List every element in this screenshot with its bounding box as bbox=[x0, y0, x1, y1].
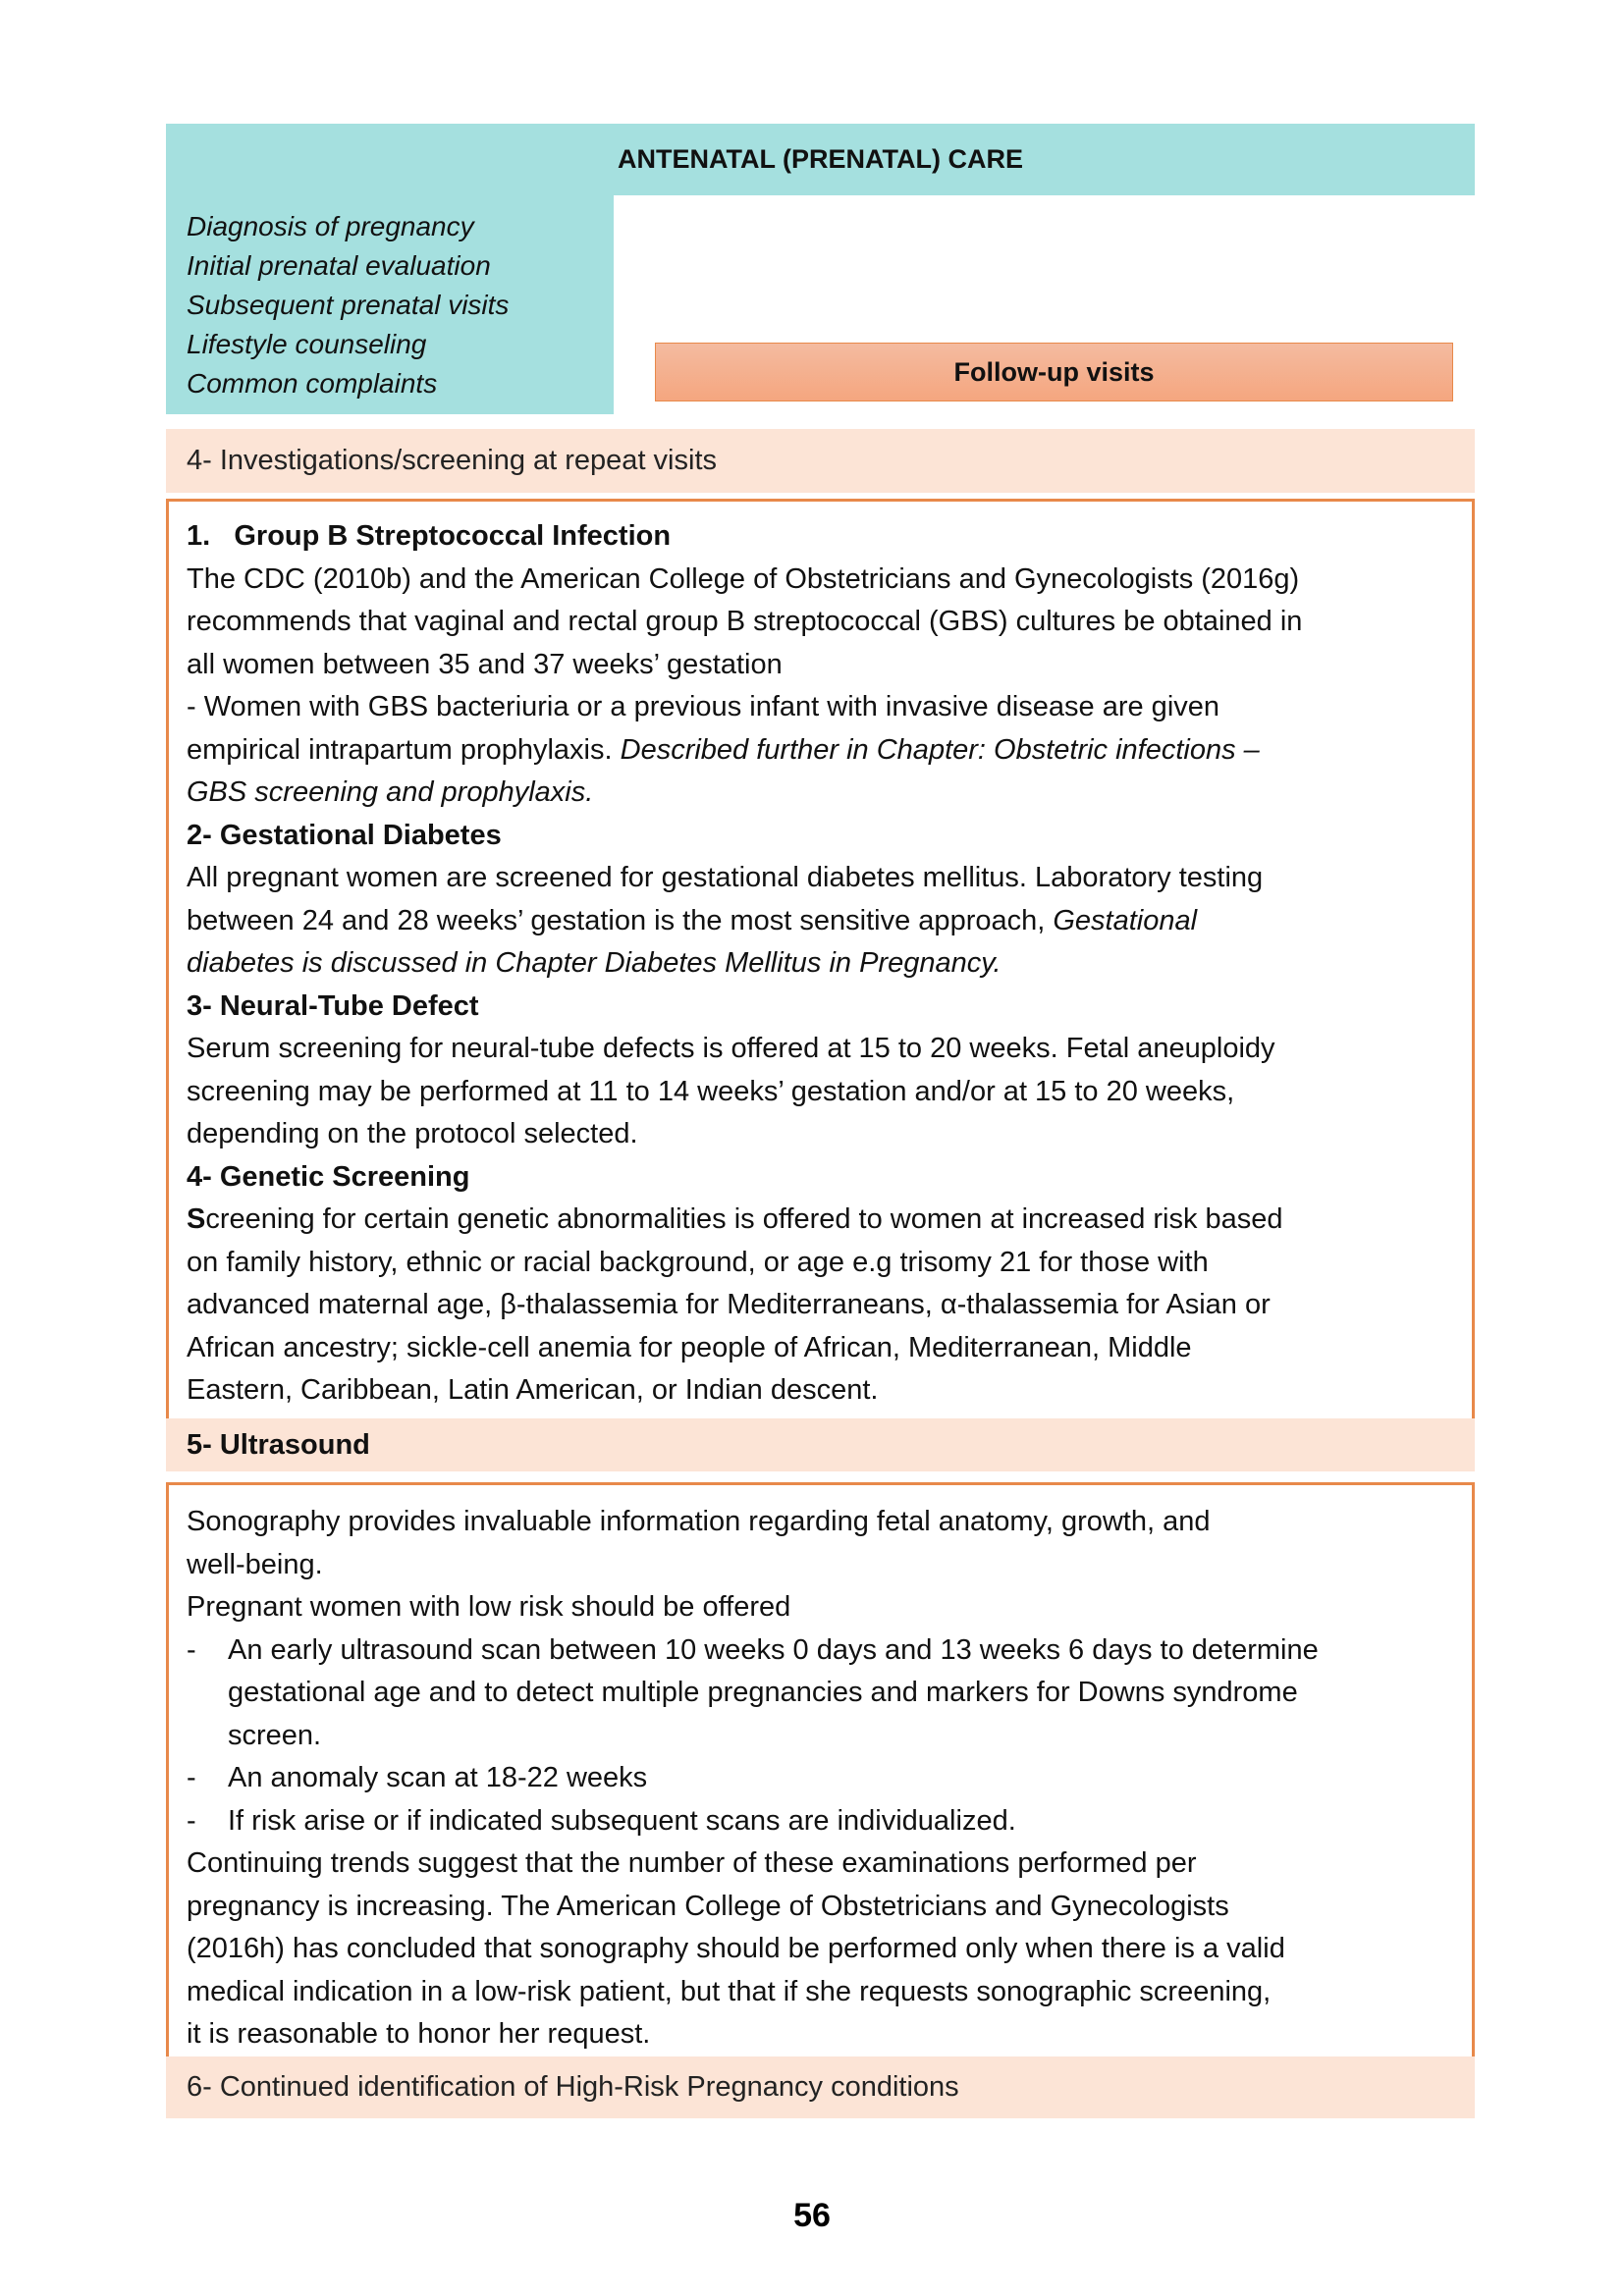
sidebar-item-complaints: Common complaints bbox=[187, 368, 438, 399]
genetic-line: on family history, ethnic or racial background, or age e.g trisomy 21 for those with bbox=[187, 1246, 1209, 1278]
gbs-line: - Women with GBS bacteriuria or a previous infant with invasive disease are given bbox=[187, 691, 1220, 722]
diabetes-line: All pregnant women are screened for gestational diabetes mellitus. Laboratory testing bbox=[187, 862, 1264, 893]
ultrasound-bullet-early-scan-cont: screen. bbox=[228, 1719, 322, 1751]
genetic-text: creening for certain genetic abnormalities is offered to women at increased risk based bbox=[205, 1203, 1283, 1235]
gbs-line bbox=[187, 729, 1472, 773]
ntd-line: depending on the protocol selected. bbox=[187, 1118, 638, 1149]
diabetes-cross-reference: Gestational bbox=[1053, 904, 1198, 936]
gbs-heading bbox=[187, 515, 1472, 559]
bullet-dash: - bbox=[187, 1762, 196, 1793]
gbs-heading-number: 1. bbox=[187, 520, 211, 552]
sidebar-item-lifestyle: Lifestyle counseling bbox=[187, 329, 427, 359]
ultrasound-closing-line: it is reasonable to honor her request. bbox=[187, 2018, 651, 2050]
section-bar-investigations: 4- Investigations/screening at repeat visits bbox=[166, 429, 1475, 493]
page-number: 56 bbox=[793, 2197, 831, 2234]
ultrasound-bullet-anomaly-scan bbox=[187, 1757, 1472, 1800]
ultrasound-box bbox=[166, 1482, 1475, 2061]
ultrasound-intro-line: well-being. bbox=[187, 1548, 323, 1580]
gbs-cross-reference-cont: GBS screening and prophylaxis. bbox=[187, 776, 594, 808]
gbs-line: recommends that vaginal and rectal group B streptococcal (GBS) cultures be obtained in bbox=[187, 606, 1303, 637]
gbs-heading-text: Group B Streptococcal Infection bbox=[234, 520, 672, 552]
bullet-text: An anomaly scan at 18-22 weeks bbox=[228, 1762, 648, 1793]
ultrasound-bullet-individualized bbox=[187, 1800, 1472, 1843]
ultrasound-intro-line: Sonography provides invaluable information regarding fetal anatomy, growth, and bbox=[187, 1506, 1211, 1537]
page-title: ANTENATAL (PRENATAL) CARE bbox=[618, 144, 1023, 174]
gbs-cross-reference: Described further in Chapter: Obstetric infections – bbox=[620, 733, 1260, 766]
ultrasound-closing-line: (2016h) has concluded that sonography should be performed only when there is a valid bbox=[187, 1933, 1285, 1964]
topic-sidebar bbox=[166, 195, 614, 414]
ultrasound-closing-line: Continuing trends suggest that the number of these examinations performed per bbox=[187, 1847, 1197, 1879]
genetic-line bbox=[187, 1199, 1472, 1242]
ultrasound-bullet-early-scan-cont: gestational age and to detect multiple pregnancies and markers for Downs syndrome bbox=[228, 1677, 1298, 1708]
ultrasound-bullet-early-scan bbox=[187, 1629, 1472, 1673]
ultrasound-intro-line: Pregnant women with low risk should be offered bbox=[187, 1591, 791, 1623]
diabetes-heading: 2- Gestational Diabetes bbox=[187, 819, 502, 851]
diabetes-line bbox=[187, 900, 1472, 943]
gbs-line: The CDC (2010b) and the American College of Obstetricians and Gynecologists (2016g) bbox=[187, 562, 1300, 595]
genetic-line: Eastern, Caribbean, Latin American, or Indian descent. bbox=[187, 1374, 879, 1406]
sidebar-item-initial-evaluation: Initial prenatal evaluation bbox=[187, 250, 491, 281]
section-label-followup: Follow-up visits bbox=[655, 343, 1453, 401]
section-bar-ultrasound: 5- Ultrasound bbox=[166, 1418, 1475, 1471]
genetic-first-letter: S bbox=[187, 1203, 206, 1235]
ultrasound-closing-line: medical indication in a low-risk patient, but that if she requests sonographic screening, bbox=[187, 1975, 1272, 2007]
diabetes-cross-reference-cont: diabetes is discussed in Chapter Diabetes Mellitus in Pregnancy. bbox=[187, 947, 1001, 979]
sidebar-item-subsequent-visits: Subsequent prenatal visits bbox=[187, 290, 510, 320]
sidebar-item-diagnosis: Diagnosis of pregnancy bbox=[187, 211, 474, 241]
ntd-heading: 3- Neural-Tube Defect bbox=[187, 989, 479, 1022]
section-bar-high-risk: 6- Continued identification of High-Risk Pregnancy conditions bbox=[166, 2056, 1475, 2118]
ntd-line: Serum screening for neural-tube defects is offered at 15 to 20 weeks. Fetal aneuploidy bbox=[187, 1033, 1275, 1064]
ntd-line: screening may be performed at 11 to 14 weeks’ gestation and/or at 15 to 20 weeks, bbox=[187, 1075, 1235, 1107]
investigations-box bbox=[166, 499, 1475, 1421]
ultrasound-closing-line: pregnancy is increasing. The American College of Obstetricians and Gynecologists bbox=[187, 1890, 1229, 1922]
genetic-line: advanced maternal age, β-thalassemia for Mediterraneans, α-thalassemia for Asian or bbox=[187, 1289, 1271, 1320]
genetic-line: African ancestry; sickle-cell anemia for people of African, Mediterranean, Middle bbox=[187, 1331, 1192, 1363]
gbs-line: all women between 35 and 37 weeks’ gestation bbox=[187, 648, 783, 680]
bullet-text: If risk arise or if indicated subsequent scans are individualized. bbox=[228, 1804, 1016, 1837]
gbs-text: empirical intrapartum prophylaxis. bbox=[187, 733, 621, 766]
genetic-heading: 4- Genetic Screening bbox=[187, 1160, 470, 1193]
bullet-dash: - bbox=[187, 1804, 196, 1837]
bullet-dash: - bbox=[187, 1633, 196, 1666]
diabetes-text: between 24 and 28 weeks’ gestation is the most sensitive approach, bbox=[187, 904, 1054, 936]
bullet-text: An early ultrasound scan between 10 weeks 0 days and 13 weeks 6 days to determine bbox=[228, 1633, 1319, 1666]
